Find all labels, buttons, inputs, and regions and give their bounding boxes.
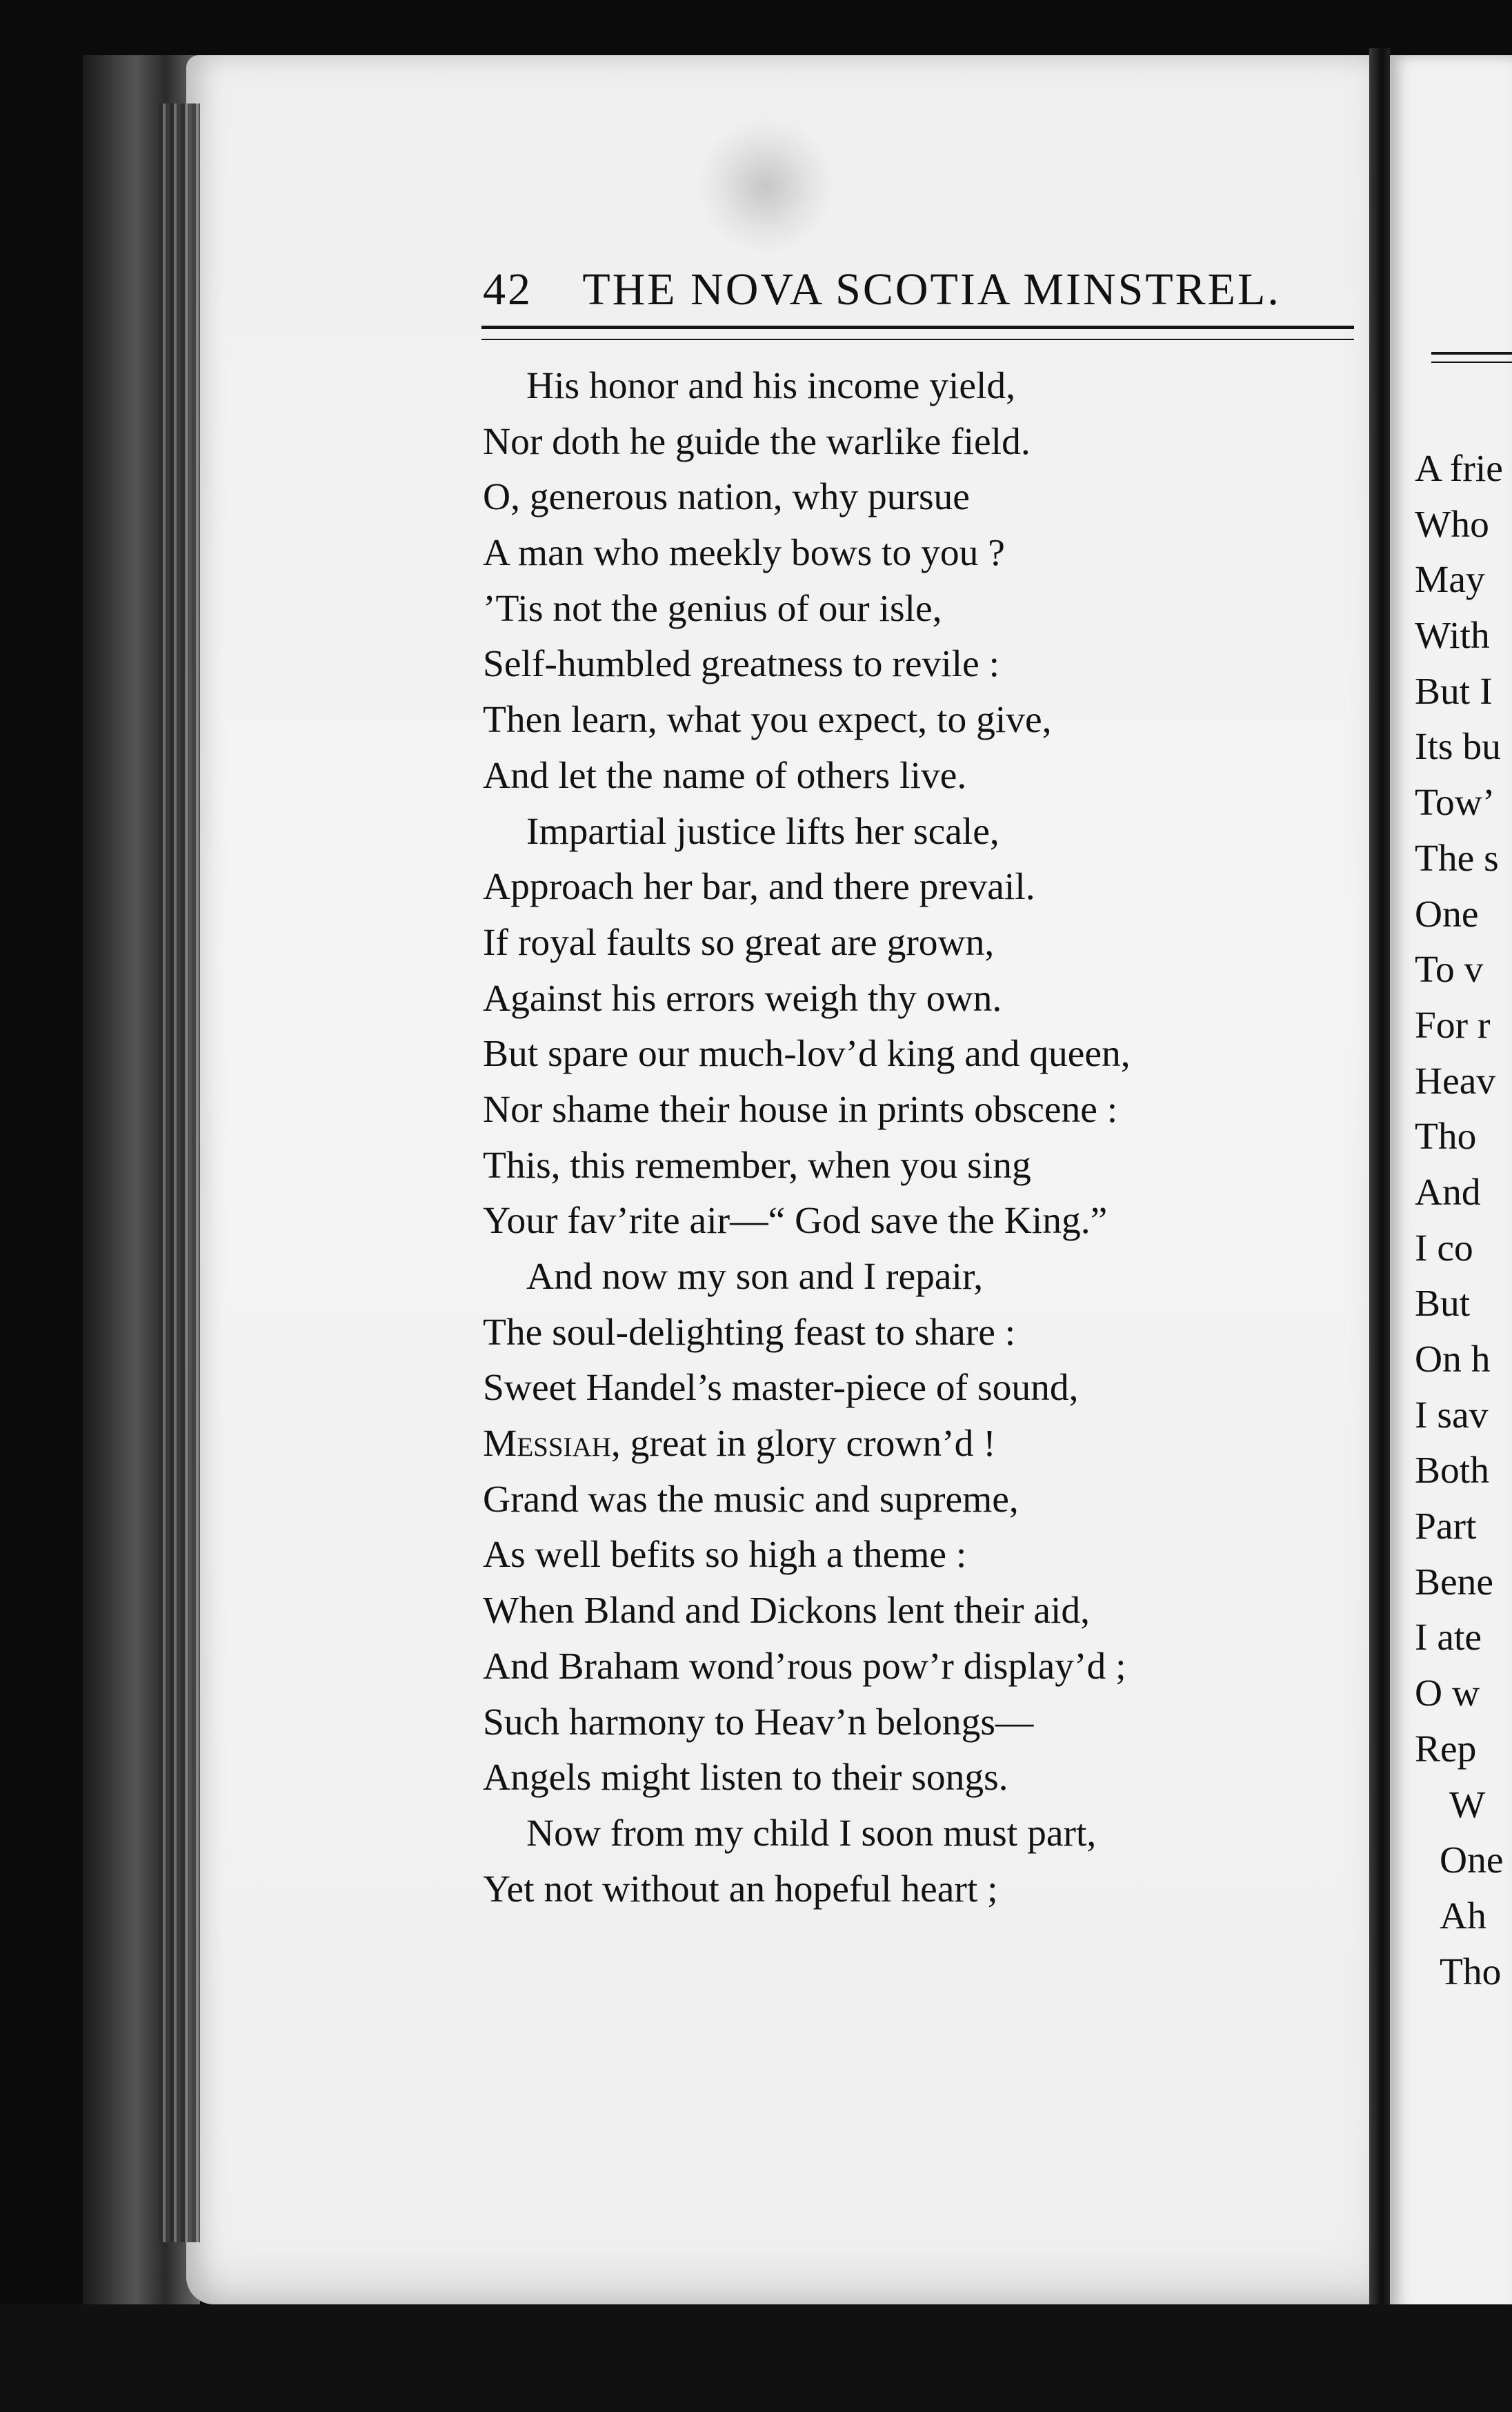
facing-page-line: With (1415, 615, 1490, 658)
poem-line: Such harmony to Heav’n belongs— (483, 1701, 1034, 1743)
facing-page-line: To v (1415, 949, 1484, 991)
facing-page-line: Bene (1415, 1561, 1494, 1603)
header-rule (481, 326, 1354, 340)
running-head (483, 264, 1352, 316)
poem-line: If royal faults so great are grown, (483, 921, 995, 964)
facing-page-line: Ah (1440, 1895, 1486, 1937)
facing-page-line: Part (1415, 1505, 1477, 1548)
poem-line: A man who meekly bows to you ? (483, 532, 1005, 575)
poem-line: Yet not without an hopeful heart ; (483, 1868, 998, 1910)
poem-line: Then learn, what you expect, to give, (483, 699, 1052, 742)
poem-line: Approach her bar, and there prevail. (483, 866, 1035, 909)
poem-line: When Bland and Dickons lent their aid, (483, 1590, 1091, 1632)
facing-page-line: O w (1415, 1672, 1480, 1715)
poem-line: Nor shame their house in prints obscene : (483, 1088, 1118, 1131)
poem-line: Now from my child I soon must part, (526, 1812, 1097, 1855)
poem-line: Angels might listen to their songs. (483, 1757, 1008, 1799)
poem-line: And now my son and I repair, (526, 1256, 984, 1298)
poem-line: Self-humbled greatness to revile : (483, 643, 1000, 686)
right-page (1390, 55, 1512, 2332)
facing-page-line: Tow’ (1415, 782, 1495, 824)
poem-line: As well befits so high a theme : (483, 1534, 967, 1576)
facing-page-line: The s (1415, 837, 1499, 880)
facing-page-line: For r (1415, 1004, 1491, 1047)
facing-page-line: I sav (1415, 1394, 1489, 1436)
facing-page-line: A frie (1415, 448, 1503, 490)
facing-page-line: But I (1415, 670, 1493, 713)
facing-page-line: Who (1415, 503, 1489, 546)
poem-line: Impartial justice lifts her scale, (526, 810, 999, 853)
running-title: THE NOVA SCOTIA MINSTREL. (582, 264, 1281, 315)
poem-line: Grand was the music and supreme, (483, 1478, 1019, 1521)
poem-line: His honor and his income yield, (526, 365, 1016, 407)
poem-line: And let the name of others live. (483, 754, 967, 797)
facing-page-line: Both (1415, 1450, 1489, 1492)
poem-line: Against his errors weigh thy own. (483, 977, 1002, 1020)
facing-page-line: Rep (1415, 1728, 1477, 1770)
poem-line: This, this remember, when you sing (483, 1144, 1031, 1187)
right-header-rule (1431, 352, 1512, 363)
poem-line: O, generous nation, why pursue (483, 476, 970, 519)
facing-page-line: Tho (1415, 1116, 1477, 1158)
facing-page-text (1415, 442, 1503, 2000)
facing-page-line: But (1415, 1283, 1471, 1325)
facing-page-line: May (1415, 559, 1485, 602)
poem-text (483, 359, 1366, 1917)
facing-page-line: Its bu (1415, 726, 1501, 769)
facing-page-line: I co (1415, 1227, 1473, 1269)
poem-line: ’Tis not the genius of our isle, (483, 587, 942, 630)
facing-page-line: One (1440, 1839, 1504, 1882)
poem-line: Messiah, great in glory crown’d ! (483, 1423, 996, 1465)
facing-page-line: Heav (1415, 1060, 1496, 1103)
page-number: 42 (483, 264, 533, 315)
poem-line: But spare our much-lov’d king and queen, (483, 1033, 1131, 1076)
facing-page-line: On h (1415, 1338, 1491, 1381)
book-gutter (1369, 48, 1390, 2325)
facing-page-line: Tho (1440, 1950, 1502, 1993)
scan-bottom-border (0, 2304, 1512, 2412)
poem-line: Your fav’rite air—“ God save the King.” (483, 1200, 1108, 1243)
poem-line: And Braham wond’rous pow’r display’d ; (483, 1645, 1126, 1688)
facing-page-line: I ate (1415, 1617, 1482, 1659)
facing-page-line: W (1449, 1783, 1486, 1826)
poem-line: Nor doth he guide the warlike field. (483, 420, 1031, 463)
small-caps-word: Messiah (483, 1423, 611, 1465)
poem-line: Sweet Handel’s master-piece of sound, (483, 1367, 1079, 1410)
page-edges (159, 103, 200, 2242)
facing-page-line: One (1415, 893, 1479, 936)
poem-line: The soul-delighting feast to share : (483, 1311, 1016, 1354)
facing-page-line: And (1415, 1171, 1481, 1214)
